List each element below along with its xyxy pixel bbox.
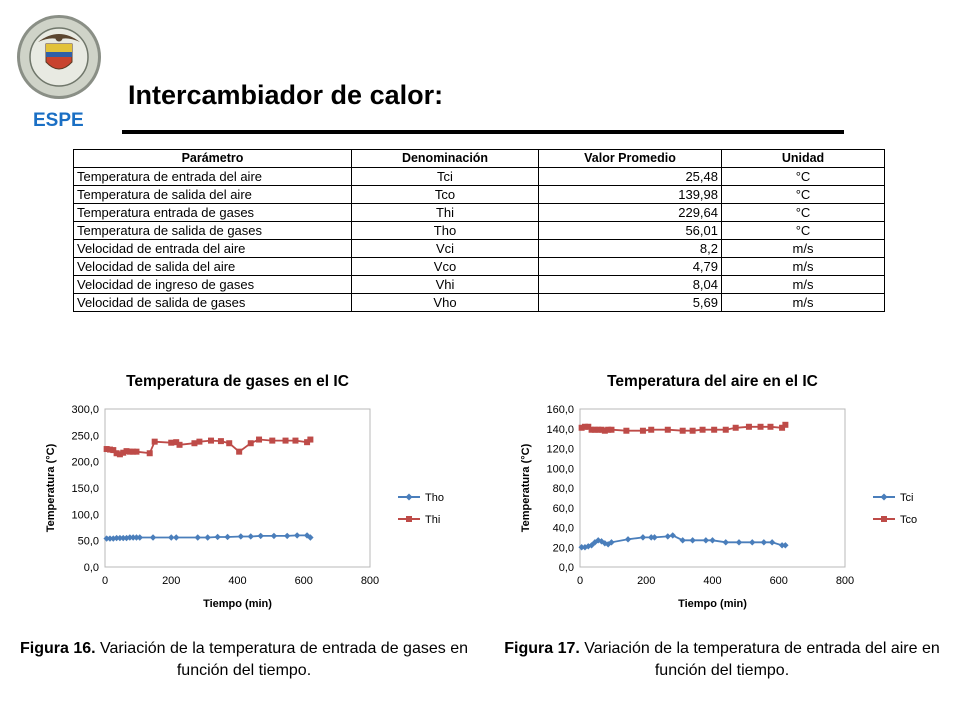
chart-aire-legend-marker-Tci: [881, 494, 888, 501]
chart-gases-point-Thi: [307, 437, 313, 443]
chart-gases-ytick-label: 250,0: [71, 430, 99, 443]
chart-aire-point-Tco: [758, 424, 764, 430]
chart-gases-point-Thi: [283, 438, 289, 444]
cell-unidad: °C: [722, 168, 885, 186]
cell-parametro: Velocidad de ingreso de gases: [74, 276, 352, 294]
espe-seal-logo: [16, 14, 102, 100]
chart-aire-point-Tco: [723, 427, 729, 433]
cell-unidad: m/s: [722, 294, 885, 312]
table-row: [74, 276, 885, 294]
chart-aire-legend-marker-Tco: [881, 516, 887, 522]
chart-gases-legend-label-Tho: Tho: [425, 492, 444, 504]
chart-aire-ylabel: Temperatura (°C): [520, 443, 532, 533]
table-row: [74, 294, 885, 312]
cell-denominacion: Tho: [352, 222, 539, 240]
figure-17-caption: [498, 638, 946, 682]
cell-unidad: °C: [722, 186, 885, 204]
caption-label: Figura 16.: [20, 640, 96, 657]
header-valor-promedio: Valor Promedio: [539, 150, 722, 168]
chart-aire-xlabel: Tiempo (min): [678, 598, 747, 610]
header-parametro: Parámetro: [74, 150, 352, 168]
chart-aire-ytick-label: 160,0: [546, 404, 574, 416]
cell-parametro: Temperatura de salida del aire: [74, 186, 352, 204]
chart-gases-plot-area: [105, 409, 370, 567]
header-unidad: Unidad: [722, 150, 885, 168]
chart-aire-point-Tco: [767, 424, 773, 430]
cell-denominacion: Thi: [352, 204, 539, 222]
cell-parametro: Velocidad de salida del aire: [74, 258, 352, 276]
cell-parametro: Temperatura entrada de gases: [74, 204, 352, 222]
chart-aire-ytick-label: 0,0: [558, 562, 574, 574]
cell-parametro: Temperatura de salida de gases: [74, 222, 352, 240]
chart-gases-point-Thi: [177, 442, 183, 448]
chart-aire: [475, 366, 935, 616]
chart-aire-xtick-label: 400: [703, 575, 722, 587]
chart-gases-ytick-label: 50,0: [77, 535, 99, 548]
cell-unidad: m/s: [722, 276, 885, 294]
chart-aire-point-Tco: [782, 422, 788, 428]
chart-gases-point-Thi: [208, 438, 214, 444]
table-row: [74, 204, 885, 222]
chart-aire-point-Tco: [648, 427, 654, 433]
chart-gases-ylabel: Temperatura (°C): [45, 443, 57, 533]
chart-gases-svg: [0, 366, 460, 616]
chart-gases-ytick-label: 200,0: [71, 456, 99, 469]
chart-aire-ytick-label: 80,0: [552, 483, 574, 495]
cell-denominacion: Vci: [352, 240, 539, 258]
cell-valor: 8,04: [539, 276, 722, 294]
chart-gases-point-Thi: [147, 450, 153, 456]
figure-16-caption: [10, 638, 478, 682]
chart-gases-point-Thi: [218, 438, 224, 444]
chart-aire-point-Tco: [665, 427, 671, 433]
title-underline: [122, 130, 844, 134]
cell-unidad: m/s: [722, 240, 885, 258]
cell-valor: 8,2: [539, 240, 722, 258]
chart-gases-point-Thi: [196, 439, 202, 445]
cell-valor: 139,98: [539, 186, 722, 204]
chart-aire-xtick-label: 200: [637, 575, 656, 587]
chart-gases-point-Thi: [152, 439, 158, 445]
chart-aire-point-Tco: [680, 428, 686, 434]
header-denominacion: Denominación: [352, 150, 539, 168]
chart-aire-ytick-label: 140,0: [546, 423, 574, 436]
chart-aire-ytick-label: 120,0: [546, 443, 574, 456]
chart-aire-svg: [475, 366, 935, 616]
cell-unidad: m/s: [722, 258, 885, 276]
chart-gases-point-Thi: [236, 449, 242, 455]
page-title: Intercambiador de calor:: [128, 80, 444, 110]
chart-gases-xlabel: Tiempo (min): [203, 598, 272, 610]
chart-gases-xtick-label: 400: [228, 575, 247, 587]
chart-gases-ytick-label: 150,0: [71, 483, 99, 495]
chart-gases-xtick-label: 200: [162, 575, 181, 587]
caption-text: Variación de la temperatura de entrada del aire en función del tiempo.: [579, 640, 940, 679]
chart-gases-xtick-label: 600: [294, 575, 313, 587]
cell-valor: 56,01: [539, 222, 722, 240]
chart-aire-title: Temperatura del aire en el IC: [607, 373, 818, 390]
table-row: [74, 258, 885, 276]
cell-parametro: Temperatura de entrada del aire: [74, 168, 352, 186]
cell-denominacion: Vco: [352, 258, 539, 276]
chart-gases: [0, 366, 460, 616]
cell-unidad: °C: [722, 204, 885, 222]
chart-aire-legend-label-Tci: Tci: [900, 492, 914, 504]
chart-gases-point-Thi: [133, 449, 139, 455]
chart-gases-point-Thi: [292, 438, 298, 444]
cell-valor: 5,69: [539, 294, 722, 312]
espe-label: ESPE: [33, 110, 84, 131]
table-row: [74, 240, 885, 258]
table-row: [74, 186, 885, 204]
chart-gases-legend-label-Thi: Thi: [425, 514, 441, 526]
cell-valor: 4,79: [539, 258, 722, 276]
chart-gases-title: Temperatura de gases en el IC: [126, 373, 349, 390]
chart-gases-xtick-label: 0: [101, 575, 109, 587]
chart-gases-point-Thi: [269, 438, 275, 444]
chart-gases-legend-marker-Thi: [406, 516, 412, 522]
chart-aire-xtick-label: 0: [576, 575, 584, 587]
chart-gases-ytick-label: 300,0: [71, 404, 99, 416]
chart-aire-point-Tco: [746, 424, 752, 430]
chart-gases-legend-marker-Tho: [406, 494, 413, 501]
cell-valor: 229,64: [539, 204, 722, 222]
chart-aire-legend-label-Tco: Tco: [900, 514, 918, 526]
chart-gases-ytick-label: 0,0: [83, 562, 99, 574]
chart-aire-xtick-label: 800: [835, 575, 855, 587]
parameters-table: [73, 149, 885, 312]
cell-denominacion: Tci: [352, 168, 539, 186]
cell-denominacion: Vhi: [352, 276, 539, 294]
cell-denominacion: Vho: [352, 294, 539, 312]
cell-parametro: Velocidad de salida de gases: [74, 294, 352, 312]
chart-gases-point-Thi: [248, 440, 254, 446]
chart-aire-ytick-label: 20,0: [552, 542, 574, 555]
cell-unidad: °C: [722, 222, 885, 240]
chart-aire-point-Tco: [700, 427, 706, 433]
chart-aire-ytick-label: 60,0: [552, 502, 574, 515]
chart-aire-point-Tco: [608, 427, 614, 433]
chart-aire-point-Tco: [623, 428, 629, 434]
caption-text: Variación de la temperatura de entrada de gases en función del tiempo.: [95, 640, 468, 679]
chart-aire-point-Tco: [711, 427, 717, 433]
cell-valor: 25,48: [539, 168, 722, 186]
chart-aire-point-Tco: [733, 425, 739, 431]
table-header-row: [74, 150, 885, 168]
cell-parametro: Velocidad de entrada del aire: [74, 240, 352, 258]
cell-denominacion: Tco: [352, 186, 539, 204]
chart-aire-xtick-label: 600: [769, 575, 788, 587]
chart-gases-ytick-label: 100,0: [71, 509, 99, 522]
chart-aire-point-Tco: [690, 428, 696, 434]
table-row: [74, 168, 885, 186]
chart-aire-ytick-label: 40,0: [552, 522, 574, 535]
caption-label: Figura 17.: [504, 640, 580, 657]
chart-aire-point-Tco: [640, 428, 646, 434]
chart-gases-xtick-label: 800: [360, 575, 380, 587]
chart-aire-ytick-label: 100,0: [546, 463, 574, 476]
chart-gases-point-Thi: [226, 440, 232, 446]
table-row: [74, 222, 885, 240]
chart-gases-point-Thi: [256, 437, 262, 443]
